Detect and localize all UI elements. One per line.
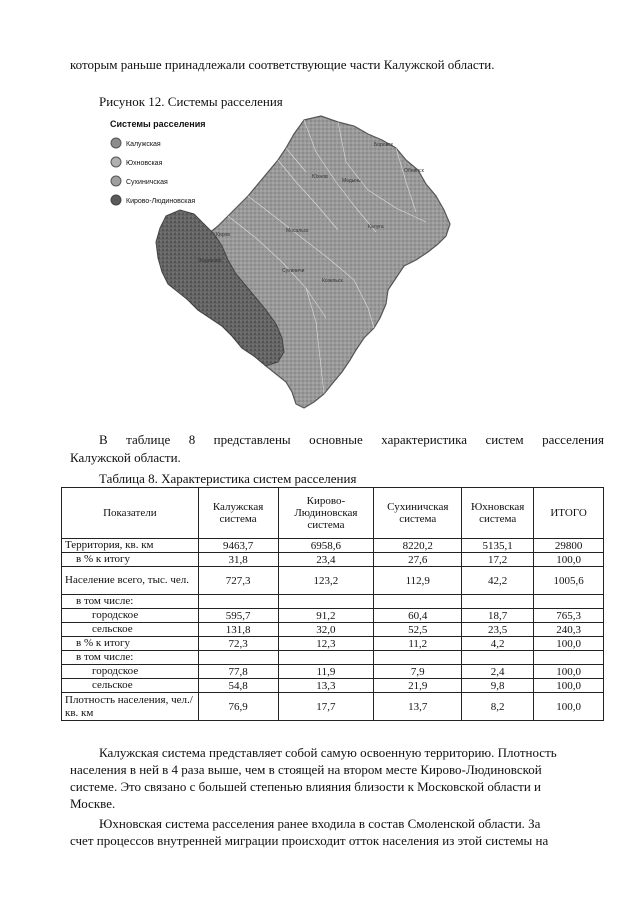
table-header: ИТОГО	[534, 488, 604, 539]
table-header: Кирово-Людиновская система	[278, 488, 374, 539]
table-cell: 17,2	[462, 553, 534, 567]
row-label: Территория, кв. км	[62, 539, 199, 553]
row-label: Население всего, тыс. чел.	[62, 567, 199, 595]
paragraph-3-line-2: счет процессов внутренней миграции происходит отток населения из этой системы на	[70, 833, 549, 848]
table-cell	[198, 595, 278, 609]
table-cell: 5135,1	[462, 539, 534, 553]
table-cell: 100,0	[534, 637, 604, 651]
legend-label-yukhnovskaya: Юхновская	[126, 160, 163, 167]
table-cell: 240,3	[534, 623, 604, 637]
map-legend	[110, 119, 206, 205]
paragraph-3-line-1: Юхновская система расселения ранее входила в состав Смоленской области. За	[99, 816, 541, 831]
table-header-row	[62, 488, 604, 539]
row-label: в % к итогу	[62, 637, 199, 651]
table-cell: 52,5	[374, 623, 462, 637]
table-cell: 76,9	[198, 693, 278, 721]
table-cell	[462, 651, 534, 665]
table-cell: 765,3	[534, 609, 604, 623]
figure-caption: Рисунок 12. Системы расселения	[99, 94, 283, 109]
table-cell: 54,8	[198, 679, 278, 693]
table-cell	[534, 595, 604, 609]
table-cell: 9463,7	[198, 539, 278, 553]
table-cell: 727,3	[198, 567, 278, 595]
legend-label-kirovo-lyudinovskaya: Кирово-Людиновская	[126, 198, 196, 205]
table-cell: 2,4	[462, 665, 534, 679]
table-cell: 11,2	[374, 637, 462, 651]
table-cell: 23,5	[462, 623, 534, 637]
table-cell: 131,8	[198, 623, 278, 637]
table-cell: 23,4	[278, 553, 374, 567]
legend-label-kaluzhskaya: Калужская	[126, 141, 161, 148]
table-row	[62, 623, 604, 637]
row-label: в том числе:	[62, 595, 199, 609]
table-row	[62, 637, 604, 651]
town-label: Юхнов	[312, 174, 328, 180]
table-row	[62, 693, 604, 721]
town-label: Козельск	[322, 278, 343, 284]
paragraph-2-line-1: Калужская система представляет собой самую освоенную территорию. Плотность	[99, 745, 557, 760]
table-header: Сухиничская система	[374, 488, 462, 539]
table-cell: 6958,6	[278, 539, 374, 553]
table-cell: 31,8	[198, 553, 278, 567]
row-label: сельское	[62, 679, 199, 693]
table-cell: 21,9	[374, 679, 462, 693]
table-row	[62, 609, 604, 623]
town-label: Людиново	[198, 258, 222, 264]
town-label: Киров	[216, 232, 230, 238]
table-cell: 77,8	[198, 665, 278, 679]
table-cell	[534, 651, 604, 665]
table-cell: 91,2	[278, 609, 374, 623]
table-cell: 18,7	[462, 609, 534, 623]
table-row	[62, 567, 604, 595]
table-cell: 13,3	[278, 679, 374, 693]
paragraph-1-line-2: Калужской области.	[70, 450, 181, 465]
row-label: сельское	[62, 623, 199, 637]
row-label: в том числе:	[62, 651, 199, 665]
legend-title: Системы расселения	[110, 119, 206, 129]
table-cell	[374, 595, 462, 609]
table-cell: 100,0	[534, 679, 604, 693]
table-cell: 4,2	[462, 637, 534, 651]
table-header: Показатели	[62, 488, 199, 539]
paragraph-2-line-3: системе. Это связано с большей степенью влияния близости к Московской области и	[70, 779, 541, 794]
paragraph-1-line-1: В таблице 8 представлены основные характеристика систем расселения	[99, 432, 604, 447]
row-label: в % к итогу	[62, 553, 199, 567]
table-cell: 100,0	[534, 553, 604, 567]
legend-label-sukhinichskaya: Сухиничская	[126, 179, 168, 186]
table-cell: 42,2	[462, 567, 534, 595]
table-caption: Таблица 8. Характеристика систем расселения	[99, 471, 357, 486]
table-cell: 1005,6	[534, 567, 604, 595]
settlement-table	[61, 487, 604, 721]
paragraph-2-line-2: населения в ней в 4 раза выше, чем в стоящей на втором месте Кирово-Людиновской	[70, 762, 542, 777]
table-cell: 8220,2	[374, 539, 462, 553]
table-row	[62, 595, 604, 609]
town-label: Мосальск	[286, 228, 309, 234]
table-cell: 123,2	[278, 567, 374, 595]
legend-swatch-kirovo-lyudinovskaya	[111, 195, 121, 205]
legend-swatch-sukhinichskaya	[111, 176, 121, 186]
town-label: Медынь	[342, 178, 361, 184]
town-label: Обнинск	[404, 168, 424, 174]
table-cell: 17,7	[278, 693, 374, 721]
table-header: Калужская система	[198, 488, 278, 539]
table-cell: 29800	[534, 539, 604, 553]
table-row	[62, 651, 604, 665]
table-cell: 72,3	[198, 637, 278, 651]
settlement-map	[106, 112, 466, 417]
table-row	[62, 553, 604, 567]
town-label: Сухиничи	[282, 268, 305, 274]
table-cell: 100,0	[534, 693, 604, 721]
table-row	[62, 679, 604, 693]
top-text-line: которым раньше принадлежали соответствующие части Калужской области.	[70, 57, 495, 72]
table-header: Юхновская система	[462, 488, 534, 539]
row-label: городское	[62, 665, 199, 679]
town-label: Калуга	[368, 224, 384, 230]
legend-swatch-yukhnovskaya	[111, 157, 121, 167]
table-cell: 100,0	[534, 665, 604, 679]
legend-swatch-kaluzhskaya	[111, 138, 121, 148]
paragraph-2-line-4: Москве.	[70, 796, 116, 811]
table-cell: 60,4	[374, 609, 462, 623]
table-cell: 11,9	[278, 665, 374, 679]
table-row	[62, 665, 604, 679]
table-cell: 9,8	[462, 679, 534, 693]
table-cell	[278, 651, 374, 665]
table-row	[62, 539, 604, 553]
row-label: Плотность населения, чел./кв. км	[62, 693, 199, 721]
table-cell: 13,7	[374, 693, 462, 721]
table-cell: 12,3	[278, 637, 374, 651]
table-cell: 27,6	[374, 553, 462, 567]
kaluga-region-map	[106, 112, 466, 417]
town-label: Боровск	[374, 142, 393, 148]
table-cell	[278, 595, 374, 609]
table-cell: 8,2	[462, 693, 534, 721]
table-cell	[462, 595, 534, 609]
table-cell: 112,9	[374, 567, 462, 595]
table-cell: 7,9	[374, 665, 462, 679]
table-cell: 32,0	[278, 623, 374, 637]
table-cell	[198, 651, 278, 665]
table-cell	[374, 651, 462, 665]
row-label: городское	[62, 609, 199, 623]
table-cell: 595,7	[198, 609, 278, 623]
